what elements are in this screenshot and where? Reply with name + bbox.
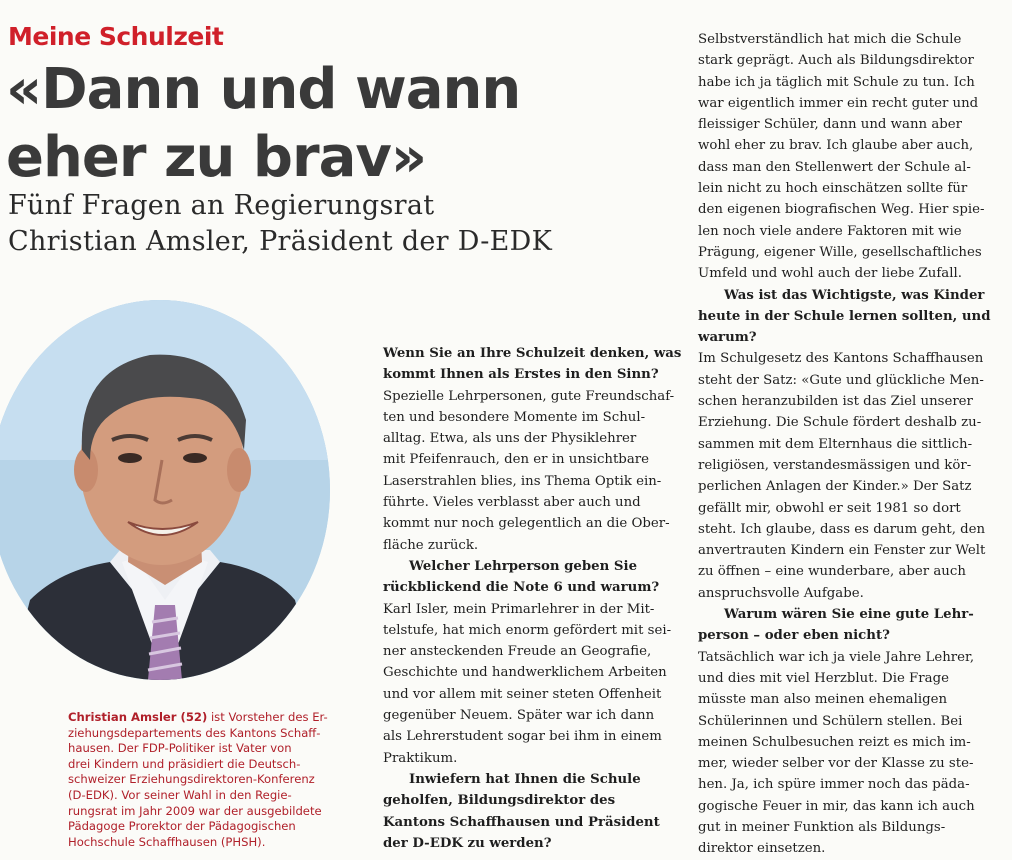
- body-line: Erziehung. Die Schule fördert deshalb zu-: [698, 415, 982, 431]
- body-line: und dies mit viel Herzblut. Die Frage: [698, 670, 949, 686]
- question-line: warum?: [698, 330, 757, 346]
- body-line: lein nicht zu hoch einschätzen sollte für: [698, 181, 968, 197]
- body-line: Selbstverständlich hat mich die Schule: [698, 32, 962, 47]
- caption-line: (D-EDK). Vor seiner Wahl in den Regie-: [68, 787, 292, 802]
- body-line: wohl eher zu brav. Ich glaube aber auch,: [698, 138, 974, 154]
- body-line: anvertrauten Kindern ein Fenster zur Welt: [698, 543, 986, 559]
- body-line: steht. Ich glaube, dass es darum geht, den: [698, 521, 986, 537]
- question-line: heute in der Schule lernen sollten, und: [698, 308, 991, 324]
- body-line: Schülerinnen und Schülern stellen. Bei: [698, 713, 963, 729]
- caption-line: ziehungsdepartements des Kantons Schaff-: [68, 725, 321, 740]
- headline-line-1: «Dann und wann: [6, 57, 521, 122]
- body-line: Prägung, eigener Wille, gesellschaftliches: [698, 244, 982, 260]
- body-line: müsste man also meinen ehemaligen: [698, 692, 948, 708]
- body-line: Im Schulgesetz des Kantons Schaffhausen: [698, 351, 984, 367]
- body-line: Karl Isler, mein Primarlehrer in der Mit-: [383, 601, 655, 617]
- body-line: gut in meiner Funktion als Bildungs-: [698, 819, 946, 835]
- subtitle-line-1: Fünf Fragen an Regierungsrat: [8, 190, 435, 221]
- body-line: und vor allem mit seiner steten Offenheit: [383, 686, 662, 702]
- body-line: gefällt mir, obwohl er seit 1981 so dort: [698, 500, 961, 516]
- body-line: perlichen Anlagen der Kinder.» Der Satz: [698, 479, 972, 495]
- body-line: Spezielle Lehrpersonen, gute Freundschaf-: [383, 388, 675, 404]
- body-line: sammen mit dem Elternhaus die sittlich-: [698, 436, 973, 452]
- caption-line: hausen. Der FDP-Politiker ist Vater von: [68, 741, 292, 756]
- question-line: rückblickend die Note 6 und warum?: [383, 580, 660, 596]
- body-line: Laserstrahlen blies, ins Thema Optik ein-: [383, 473, 662, 489]
- body-line: meinen Schulbesuchen reizt es mich im-: [698, 734, 971, 750]
- subtitle-line-2: Christian Amsler, Präsident der D-EDK: [8, 226, 553, 257]
- body-line: direktor einsetzen.: [698, 841, 826, 857]
- body-line: Tatsächlich war ich ja viele Jahre Lehrer,: [698, 649, 975, 665]
- question-line: Welcher Lehrperson geben Sie: [409, 558, 638, 574]
- body-line: Geschichte und handwerklichem Arbeiten: [383, 665, 667, 681]
- body-line: len noch viele andere Faktoren mit wie: [698, 223, 962, 239]
- question-line: person – oder eben nicht?: [698, 628, 890, 644]
- article-column-right: [698, 29, 993, 860]
- photo-caption: [68, 710, 348, 850]
- caption-line: [68, 710, 348, 726]
- body-line: Umfeld und wohl auch der liebe Zufall.: [698, 266, 962, 282]
- body-line: gogische Feuer in mir, das kann ich auch: [698, 798, 975, 814]
- question-line: der D-EDK zu werden?: [383, 835, 552, 851]
- body-line: telstufe, hat mich enorm gefördert mit sei-: [383, 622, 672, 638]
- body-line: steht der Satz: «Gute und glückliche Men-: [698, 372, 984, 388]
- body-line: anspruchsvolle Aufgabe.: [698, 585, 864, 601]
- body-line: fleissiger Schüler, dann und wann aber: [698, 117, 962, 133]
- body-line: stark geprägt. Auch als Bildungsdirektor: [698, 53, 974, 69]
- caption-text: ist Vorsteher des Er-: [207, 710, 328, 724]
- subtitle: [8, 188, 648, 260]
- body-line: war eigentlich immer ein recht guter und: [698, 95, 979, 111]
- body-line: gegenüber Neuem. Später war ich dann: [383, 708, 655, 724]
- caption-name: Christian Amsler (52): [68, 710, 208, 724]
- body-line: dass man den Stellenwert der Schule al-: [698, 159, 971, 175]
- question-line: kommt Ihnen als Erstes in den Sinn?: [383, 367, 659, 383]
- body-line: hen. Ja, ich spüre immer noch das päda-: [698, 777, 970, 793]
- body-line: fläche zurück.: [383, 537, 479, 553]
- caption-line: Hochschule Schaffhausen (PHSH).: [68, 834, 266, 849]
- question-line: Was ist das Wichtigste, was Kinder: [724, 287, 985, 303]
- body-line: ten und besondere Momente im Schul-: [383, 409, 646, 425]
- body-line: kommt nur noch gelegentlich an die Ober-: [383, 516, 670, 532]
- question-line: Kantons Schaffhausen und Präsident: [383, 814, 660, 830]
- body-line: führte. Vieles verblasst aber auch und: [383, 495, 641, 511]
- body-line: Praktikum.: [383, 750, 458, 766]
- section-kicker: Meine Schulzeit: [8, 22, 224, 51]
- question-line: geholfen, Bildungsdirektor des: [383, 793, 616, 809]
- body-line: mer, wieder selber vor der Klasse zu ste-: [698, 756, 974, 772]
- body-line: den eigenen biografischen Weg. Hier spie-: [698, 202, 985, 218]
- body-line: ner ansteckenden Freude an Geografie,: [383, 644, 652, 660]
- caption-line: drei Kindern und präsidiert die Deutsch-: [68, 756, 301, 771]
- question-line: Warum wären Sie eine gute Lehr-: [724, 607, 974, 623]
- body-line: mit Pfeifenrauch, den er in unsichtbare: [383, 452, 649, 468]
- portrait-photo: [0, 300, 330, 680]
- body-line: schen heranzubilden ist das Ziel unserer: [698, 394, 973, 410]
- question-line: Wenn Sie an Ihre Schulzeit denken, was: [383, 346, 682, 361]
- caption-line: rungsrat im Jahr 2009 war der ausgebildete: [68, 803, 322, 818]
- body-line: als Lehrerstudent sogar bei ihm in einem: [383, 729, 662, 745]
- headline-line-2: eher zu brav»: [6, 125, 427, 190]
- body-line: habe ich ja täglich mit Schule zu tun. Ich: [698, 74, 975, 90]
- caption-line: schweizer Erziehungsdirektoren-Konferenz: [68, 772, 315, 787]
- body-line: alltag. Etwa, als uns der Physiklehrer: [383, 431, 637, 447]
- question-line: Inwiefern hat Ihnen die Schule: [409, 771, 641, 787]
- headline: [6, 56, 646, 192]
- article-column-middle: [383, 343, 681, 854]
- caption-line: Pädagoge Prorektor der Pädagogischen: [68, 819, 296, 834]
- body-line: zu öffnen – eine wunderbare, aber auch: [698, 564, 966, 580]
- body-line: religiösen, verstandesmässigen und kör-: [698, 457, 972, 473]
